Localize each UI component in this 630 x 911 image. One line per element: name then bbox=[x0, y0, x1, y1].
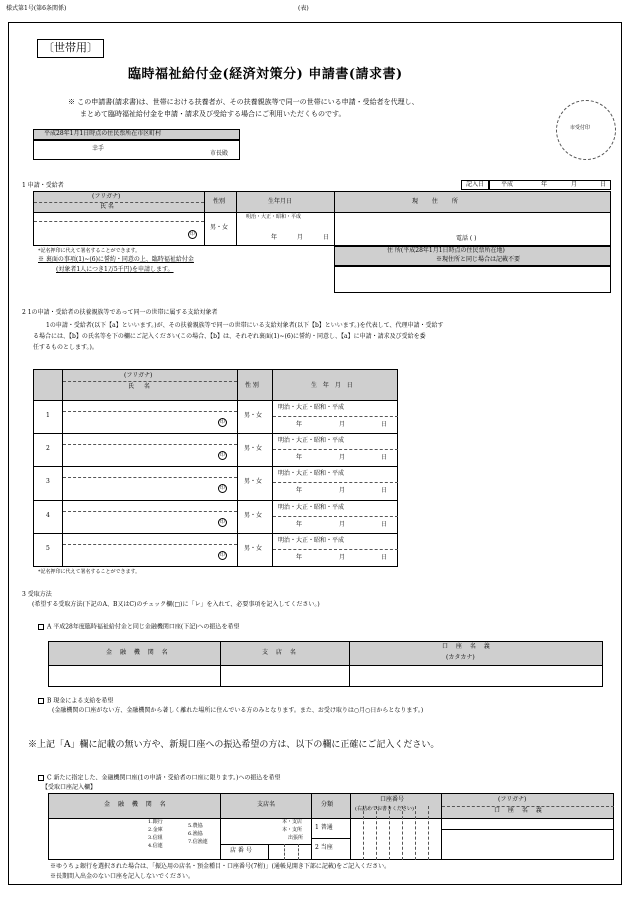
dependent-row-number: 4 bbox=[46, 512, 50, 519]
applicant-birth-year: 年 bbox=[271, 234, 278, 241]
dependents-seal-note: *記名押印に代えて署名することができます。 bbox=[38, 569, 141, 575]
applicant-birth-day: 日 bbox=[323, 234, 330, 241]
bank-type-option[interactable]: 1.銀行 bbox=[148, 819, 163, 825]
dependent-name-input[interactable] bbox=[64, 535, 236, 566]
option-c-furigana-header: (フリガナ) bbox=[498, 796, 527, 803]
dependent-birth-day: 日 bbox=[381, 487, 388, 494]
section2-desc-1: 1の申請・受給者(以下【a】といいます。)が、その扶養親族等で同一の世帯にいる支給対象者(以下【b】といいます。)を代表して、代理申請・受給す bbox=[46, 322, 444, 329]
dependent-era-options[interactable]: 明治・大正・昭和・平成 bbox=[278, 470, 345, 477]
category-label: 〔世帯用〕 bbox=[37, 39, 104, 58]
municipality-mayor: 市長殿 bbox=[210, 150, 229, 157]
account-number-input[interactable] bbox=[351, 820, 440, 859]
applicant-phone[interactable]: 電話 ( ) bbox=[456, 235, 477, 242]
side-label: (表) bbox=[298, 5, 309, 12]
option-a-bank-input[interactable] bbox=[50, 667, 219, 686]
new-account-notice: ※上記「A」欄に記載の無い方や、新規口座への振込希望の方は、以下の欄に正確にご記入ください。 bbox=[28, 740, 440, 750]
option-b-checkbox[interactable] bbox=[38, 698, 44, 704]
dependent-seal-icon: 印 bbox=[219, 552, 225, 558]
intro-note-2: まとめて臨時福祉給付金を申請・請求及び受給する場合にご利用いただくものです。 bbox=[80, 110, 346, 118]
dependent-era-options[interactable]: 明治・大正・昭和・平成 bbox=[278, 504, 345, 511]
dependent-sex-options[interactable]: 男・女 bbox=[244, 545, 263, 552]
dependent-seal-icon: 印 bbox=[219, 452, 225, 458]
section1-heading: 1 申請・受給者 bbox=[22, 182, 64, 189]
applicant-era-options[interactable]: 明治・大正・昭和・平成 bbox=[246, 214, 302, 220]
account-type-option[interactable]: 1 普通 bbox=[315, 824, 333, 831]
dependent-name-input[interactable] bbox=[64, 402, 236, 432]
section2-desc-2: る場合には、【b】の氏名等を下の欄にご記入ください(この場合、【b】は、それぞれ裏面(1)~(6)に誓約・同意し、【a】に申請・請求及び受給を委 bbox=[33, 333, 426, 340]
option-c-holder-header: 口 座 名 義 bbox=[494, 807, 545, 814]
dependent-birth-year: 年 bbox=[296, 554, 303, 561]
dependent-seal-icon: 印 bbox=[219, 519, 225, 525]
entry-date-day: 日 bbox=[600, 181, 607, 188]
branch-type-option[interactable]: 本・支所 bbox=[282, 827, 303, 833]
option-a-branch-input[interactable] bbox=[222, 667, 348, 686]
account-type-option[interactable]: 2 当座 bbox=[315, 844, 333, 851]
dependent-birth-day: 日 bbox=[381, 421, 388, 428]
applicant-name-header: 氏 名 bbox=[100, 203, 114, 210]
inactive-account-note: ※長期間入出金のない口座を記入しないでください。 bbox=[50, 873, 195, 880]
option-c-furigana-input[interactable] bbox=[443, 819, 613, 828]
option-b-note: (金融機関の口座がない方、金融機関から著しく離れた場所に住んでいる方のみとなります。また、お受け取りは○月○日からとなります。) bbox=[52, 707, 424, 714]
option-c-number-header: 口座番号 bbox=[380, 796, 405, 803]
dependent-sex-options[interactable]: 男・女 bbox=[244, 512, 263, 519]
dependent-seal-icon: 印 bbox=[219, 485, 225, 491]
entry-date-month: 月 bbox=[571, 181, 578, 188]
dependent-birth-month: 月 bbox=[339, 421, 346, 428]
dependent-birth-month: 月 bbox=[339, 554, 346, 561]
option-a-bank-header: 金 融 機 関 名 bbox=[106, 649, 171, 656]
form-number: 様式第1号(第6条関係) bbox=[6, 5, 67, 12]
applicant-address-header: 現 住 所 bbox=[412, 198, 464, 205]
option-a-holder-kana: (カタカナ) bbox=[446, 654, 475, 661]
bank-type-option[interactable]: 7.信漁連 bbox=[188, 839, 208, 845]
option-b-label[interactable]: B 現金による支給を希望 bbox=[38, 698, 113, 705]
dependents-furigana-header: (フリガナ) bbox=[124, 372, 153, 379]
bank-type-option[interactable]: 3.信組 bbox=[148, 835, 163, 841]
page-title: 臨時福祉給付金(経済対策分) 申請書(請求書) bbox=[128, 67, 403, 82]
entry-date-year: 年 bbox=[541, 181, 548, 188]
dependent-birth-year: 年 bbox=[296, 487, 303, 494]
section2-desc-3: 任するものとします。)。 bbox=[33, 344, 98, 351]
applicant-address-input[interactable] bbox=[336, 213, 610, 237]
option-c-holder-input[interactable] bbox=[443, 831, 613, 859]
old-address-note: ※現住所と同じ場合は記載不要 bbox=[436, 256, 521, 263]
option-c-bank-input[interactable] bbox=[50, 820, 145, 859]
applicant-name-input[interactable] bbox=[35, 222, 203, 245]
dependent-birth-day: 日 bbox=[381, 454, 388, 461]
municipality-field[interactable] bbox=[33, 140, 240, 160]
bank-type-option[interactable]: 4.信連 bbox=[148, 843, 163, 849]
dependents-birth-header: 生 年 月 日 bbox=[311, 382, 355, 389]
option-c-label[interactable]: C 新たに指定した、金融機関口座(1の申請・受給者の口座に限ります。)への振込を希望 bbox=[38, 775, 281, 782]
dependent-sex-options[interactable]: 男・女 bbox=[244, 445, 263, 452]
dependent-name-input[interactable] bbox=[64, 468, 236, 499]
dependent-sex-options[interactable]: 男・女 bbox=[244, 478, 263, 485]
dependent-birth-day: 日 bbox=[381, 521, 388, 528]
option-a-branch-header: 支 店 名 bbox=[262, 649, 299, 656]
dependent-row-number: 3 bbox=[46, 478, 50, 485]
applicant-furigana-input[interactable] bbox=[35, 213, 203, 220]
yucho-note: ※ゆうちょ銀行を選択された場合は、「振込用の店名・預金種目・口座番号(7桁)」(通帳見開き下部に記載)をご記入ください。 bbox=[50, 863, 391, 870]
dependent-birth-month: 月 bbox=[339, 454, 346, 461]
intro-note-1: ※ この申請書(請求書)は、世帯における扶養者が、その扶養親族等で同一の世帯にいる申請・受給者を代理し、 bbox=[68, 98, 419, 106]
dependent-birth-year: 年 bbox=[296, 421, 303, 428]
dependent-birth-month: 月 bbox=[339, 521, 346, 528]
dependent-era-options[interactable]: 明治・大正・昭和・平成 bbox=[278, 404, 345, 411]
dependent-row-number: 2 bbox=[46, 445, 50, 452]
entry-date-label: 記入日 bbox=[466, 181, 485, 188]
dependents-sex-header: 性 別 bbox=[245, 382, 259, 389]
dependent-row-number: 1 bbox=[46, 412, 50, 419]
option-a-label[interactable]: A 平成28年度臨時福祉給付金と同じ金融機関口座(下記)への振込を希望 bbox=[38, 624, 240, 631]
applicant-seal-icon: 印 bbox=[189, 231, 195, 237]
branch-type-option[interactable]: 出張所 bbox=[288, 835, 304, 841]
old-address-label: 住 所(平成28年1月1日時点の住民票所在地) bbox=[387, 247, 505, 254]
dependent-birth-year: 年 bbox=[296, 454, 303, 461]
applicant-sex-options[interactable]: 男・女 bbox=[210, 224, 229, 231]
applicant-seal-note: *記名押印に代えて署名することができます。 bbox=[38, 248, 141, 254]
option-c-subheading: 【受取口座記入欄】 bbox=[42, 784, 97, 791]
option-c-branch-header: 支店名 bbox=[257, 801, 276, 808]
bank-type-option[interactable]: 2.金庫 bbox=[148, 827, 163, 833]
option-a-checkbox[interactable] bbox=[38, 624, 44, 630]
back-consent-note-1: ※ 裏面の事項(1)~(6)に誓約・同意の上、臨時福祉給付金 bbox=[38, 256, 194, 263]
option-c-type-header: 分類 bbox=[321, 801, 334, 808]
dependent-birth-year: 年 bbox=[296, 521, 303, 528]
reception-stamp-label: 市受付印 bbox=[570, 125, 591, 131]
section3-heading: 3 受取方法 bbox=[22, 591, 52, 598]
option-a-holder-input[interactable] bbox=[351, 667, 602, 686]
back-consent-note-2: (対象者1人につき1万5千円)を申請します。 bbox=[56, 266, 174, 273]
branch-type-option[interactable]: 本・支店 bbox=[282, 819, 303, 825]
applicant-sex-header: 性別 bbox=[213, 198, 226, 205]
entry-date-era: 平成 bbox=[501, 181, 514, 188]
dependent-birth-month: 月 bbox=[339, 487, 346, 494]
dependent-birth-day: 日 bbox=[381, 554, 388, 561]
dependent-name-input[interactable] bbox=[64, 435, 236, 465]
dependent-sex-options[interactable]: 男・女 bbox=[244, 412, 263, 419]
section3-desc: (希望する受取方法(下記のA、B又はC)のチェック欄(□)に「レ」を入れて、必要事項を記入してください。) bbox=[32, 601, 320, 608]
dependent-row-number: 5 bbox=[46, 545, 50, 552]
dependent-seal-icon: 印 bbox=[219, 419, 225, 425]
bank-type-option[interactable]: 6.漁協 bbox=[188, 831, 203, 837]
municipality-city: 幸手 bbox=[92, 145, 105, 152]
dependent-name-input[interactable] bbox=[64, 502, 236, 532]
dependent-era-options[interactable]: 明治・大正・昭和・平成 bbox=[278, 537, 345, 544]
applicant-furigana-header: (フリガナ) bbox=[92, 193, 121, 200]
municipality-label: 平成28年1月1日時点の住民票所在市区町村 bbox=[44, 130, 162, 137]
section2-heading: 2 1の申請・受給者の扶養親族等であって同一の世帯に属する支給対象者 bbox=[22, 309, 218, 316]
bank-type-option[interactable]: 5.農協 bbox=[188, 823, 203, 829]
option-c-number-note: (右詰めでお書きください) bbox=[355, 806, 414, 812]
applicant-birth-month: 月 bbox=[297, 234, 304, 241]
option-a-holder-header: 口 座 名 義 bbox=[442, 643, 493, 650]
dependent-era-options[interactable]: 明治・大正・昭和・平成 bbox=[278, 437, 345, 444]
dependents-name-header: 氏 名 bbox=[128, 383, 154, 390]
branch-number-label: 店 番 号 bbox=[230, 847, 252, 854]
applicant-birth-header: 生年月日 bbox=[268, 198, 293, 205]
option-c-bank-header: 金 融 機 関 名 bbox=[104, 801, 169, 808]
old-address-input[interactable] bbox=[334, 266, 611, 293]
option-c-checkbox[interactable] bbox=[38, 775, 44, 781]
